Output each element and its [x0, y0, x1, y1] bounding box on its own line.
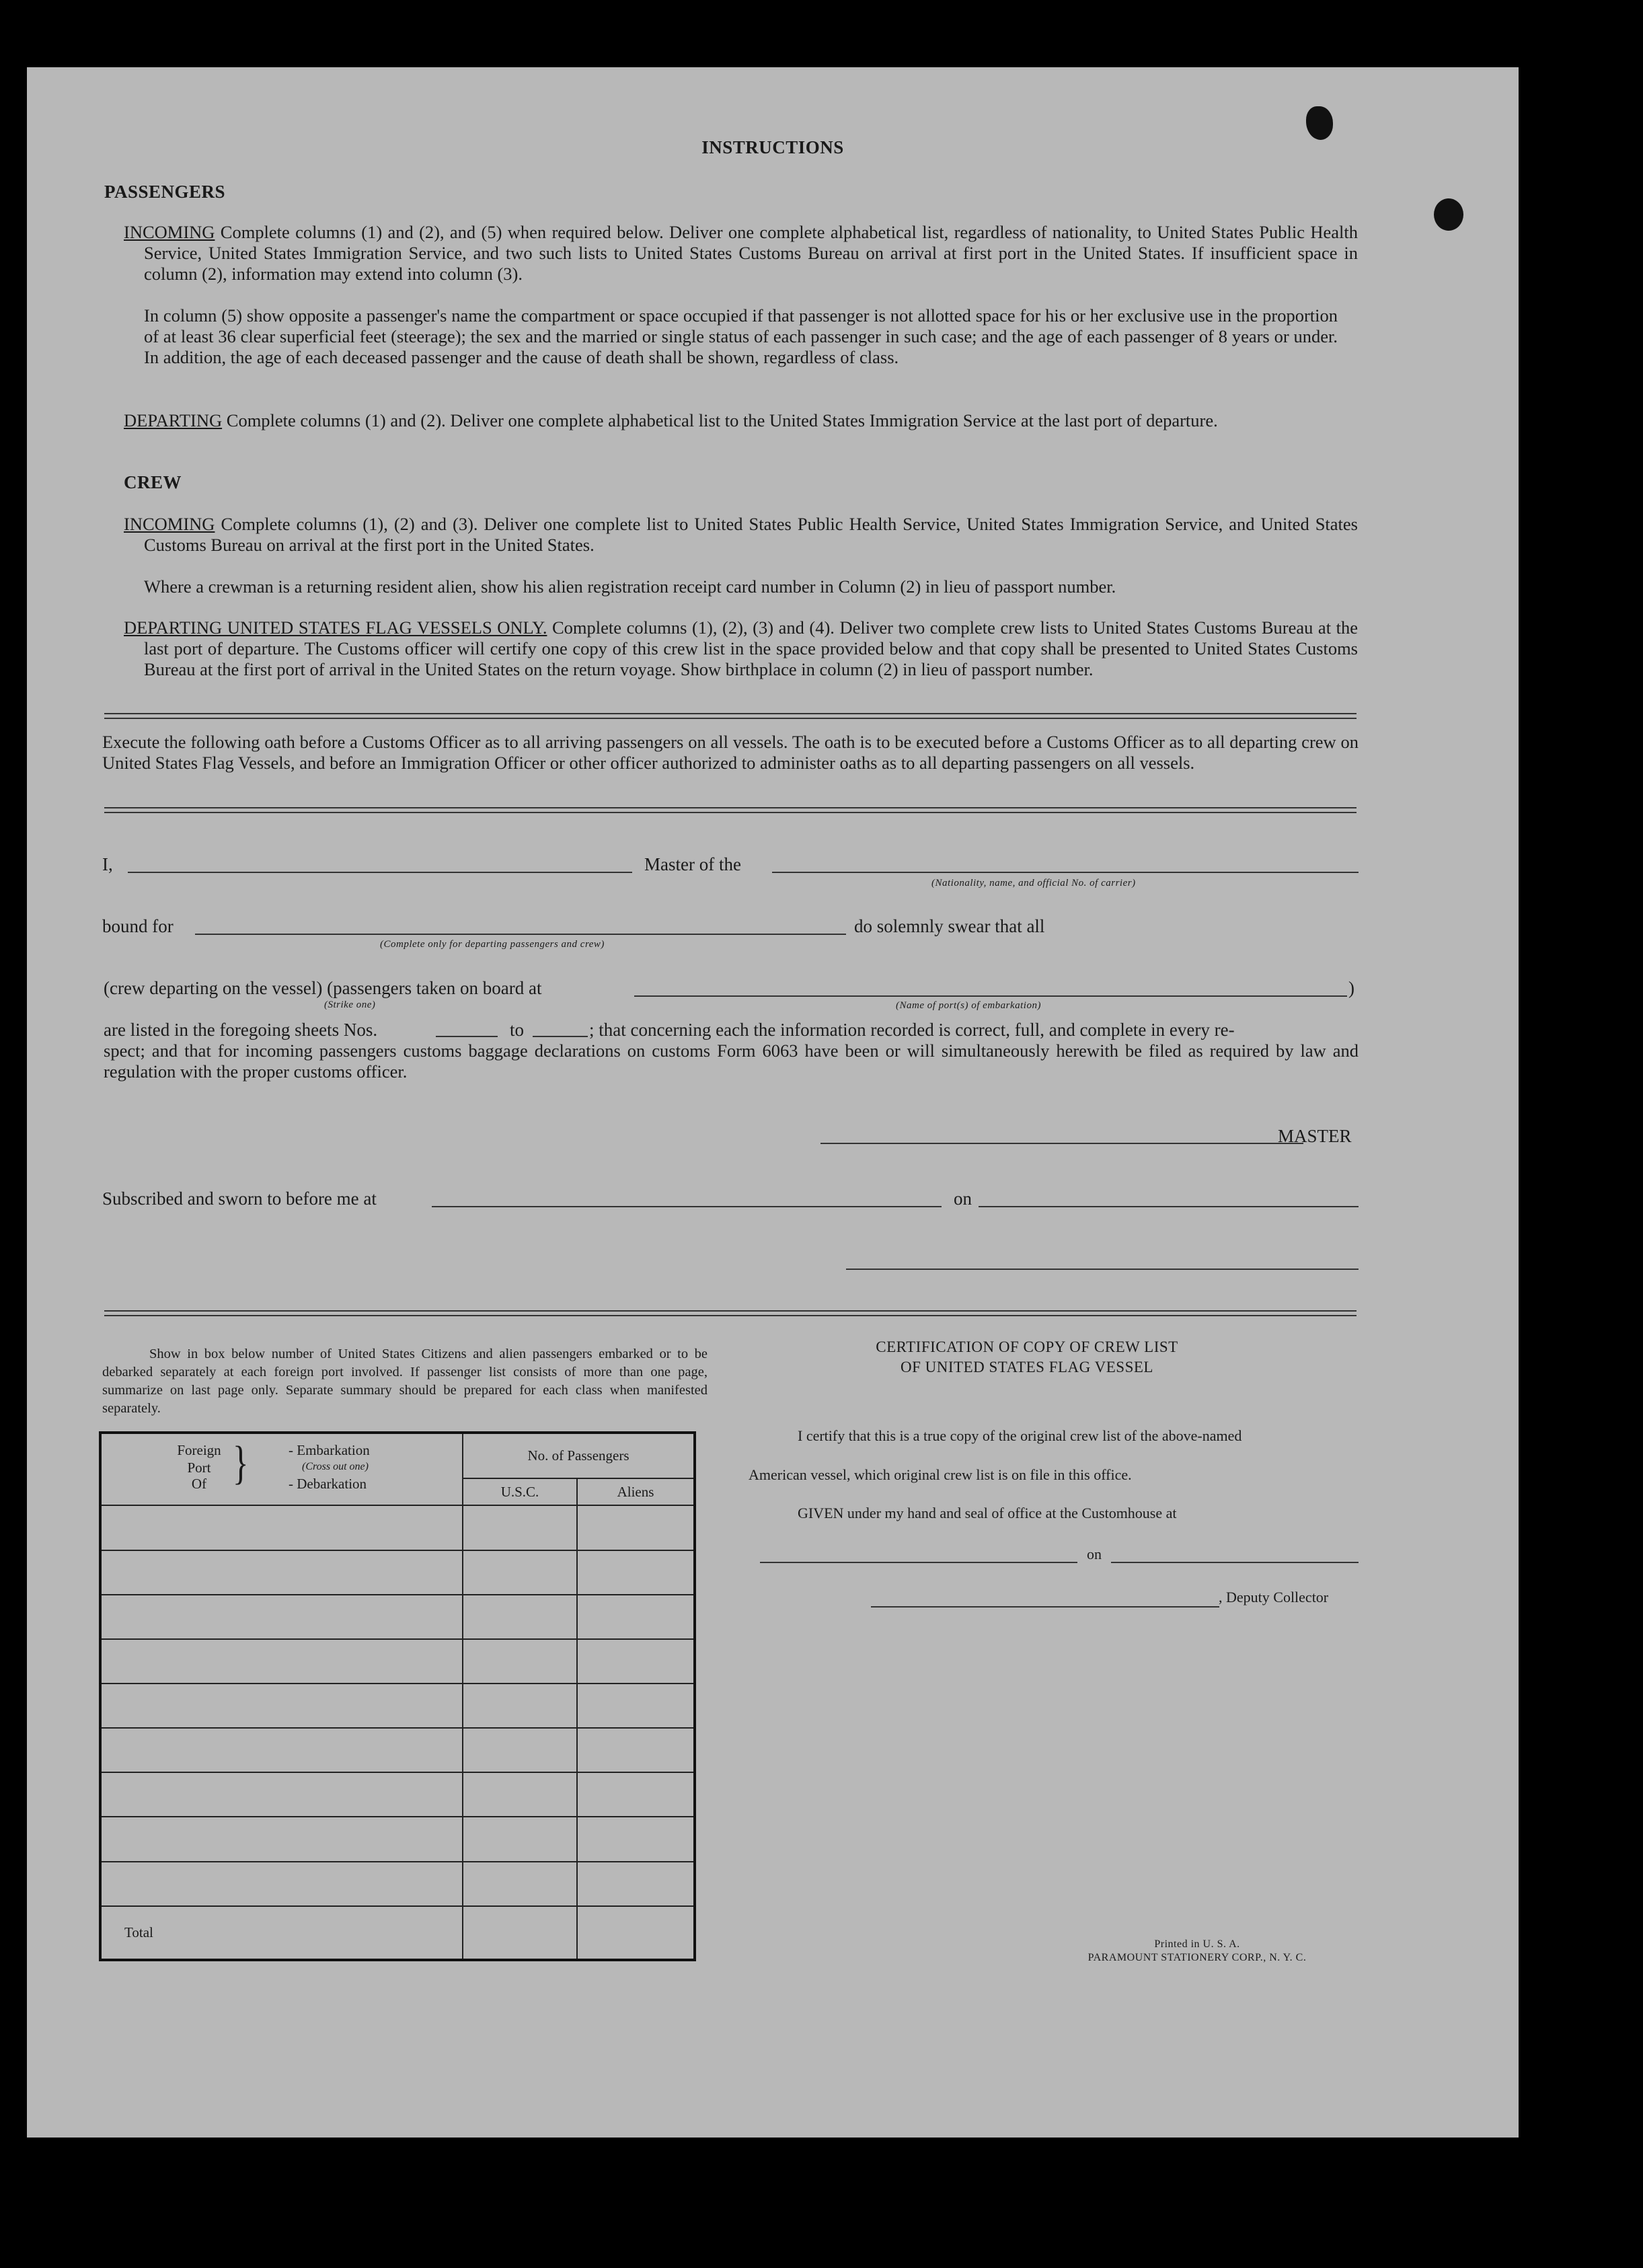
master-signature-line[interactable]	[820, 1143, 1303, 1144]
strike-caption: (Strike one)	[324, 999, 376, 1010]
aliens-cell[interactable]	[577, 1639, 695, 1684]
port-cell[interactable]	[100, 1728, 463, 1772]
carrier-caption: (Nationality, name, and official No. of carrier)	[931, 878, 1136, 889]
divider-3	[104, 1310, 1357, 1316]
passengers-departing-label: DEPARTING	[124, 410, 223, 430]
usc-cell[interactable]	[463, 1639, 577, 1684]
aliens-cell[interactable]	[577, 1817, 695, 1861]
usc-cell[interactable]	[463, 1505, 577, 1550]
carrier-line[interactable]	[772, 872, 1359, 873]
port-cell[interactable]	[100, 1772, 463, 1817]
close-paren: )	[1348, 978, 1354, 998]
divider-1	[104, 713, 1357, 719]
crew-incoming-paragraph	[124, 514, 1358, 556]
deputy-collector-label: , Deputy Collector	[1219, 1589, 1329, 1605]
sworn-place-line[interactable]	[432, 1206, 942, 1207]
punch-hole	[1434, 198, 1463, 231]
crew-heading: CREW	[124, 472, 182, 492]
summary-table	[99, 1431, 696, 1961]
embarkation-label: - Embarkation	[289, 1442, 370, 1458]
usc-cell[interactable]	[463, 1728, 577, 1772]
debarkation-label: - Debarkation	[289, 1476, 367, 1492]
aliens-cell[interactable]	[577, 1728, 695, 1772]
aliens-cell[interactable]	[577, 1684, 695, 1728]
customhouse-line[interactable]	[760, 1562, 1077, 1563]
american-vessel-text: American vessel, which original crew list is on file in this office.	[749, 1466, 1132, 1483]
sheets-from-line[interactable]	[436, 1036, 498, 1037]
crew-departing-label: DEPARTING UNITED STATES FLAG VESSELS ONLY.	[124, 617, 547, 638]
form-sheet	[27, 67, 1519, 2138]
crew-passengers-label: (crew departing on the vessel) (passengers taken on board at	[104, 978, 542, 998]
port-caption: (Name of port(s) of embarkation)	[896, 1000, 1041, 1011]
usc-total-cell[interactable]	[463, 1906, 577, 1960]
listed-to: to	[510, 1020, 525, 1040]
listed-rest: spect; and that for incoming passengers customs baggage declarations on customs Form 6063 have been or will simultaneously herewith be filed as required by law and regulation with the proper customs officer.	[104, 1041, 1359, 1082]
crew-incoming-text: Complete columns (1), (2) and (3). Deliver one complete list to United States Public Health Service, United States Immigration Service, and United States Customs Bureau on arrival at the first port in the United States.	[144, 514, 1358, 555]
aliens-cell[interactable]	[577, 1505, 695, 1550]
bound-for-line[interactable]	[195, 934, 846, 935]
certify-text: I certify that this is a true copy of the original crew list of the above-named	[798, 1427, 1242, 1444]
total-label: Total	[124, 1924, 153, 1940]
cross-out-label: (Cross out one)	[302, 1461, 369, 1472]
passengers-incoming-paragraph	[124, 222, 1358, 285]
divider-2	[104, 807, 1357, 813]
given-text: GIVEN under my hand and seal of office at the Customhouse at	[798, 1505, 1177, 1521]
officer-signature-line[interactable]	[846, 1269, 1359, 1270]
port-cell[interactable]	[100, 1639, 463, 1684]
oath-i-label: I,	[102, 854, 113, 874]
aliens-cell[interactable]	[577, 1595, 695, 1639]
summary-instructions: Show in box below number of United States Citizens and alien passengers embarked or to be debarked separately at each foreign port involved. If passenger list consists of more than one page, summarize on last page only. Separate summary should be prepared for each class when manifested separately.	[102, 1347, 708, 1416]
swear-label: do solemnly swear that all	[854, 916, 1045, 936]
usc-cell[interactable]	[463, 1595, 577, 1639]
certification-title-2: OF UNITED STATES FLAG VESSEL	[901, 1359, 1153, 1375]
total-label-cell	[100, 1906, 463, 1960]
oath-instruction: Execute the following oath before a Customs Officer as to all arriving passengers on all vessels. The oath is to be executed before a Customs Officer as to all departing crew on United States Flag Vessels, and before an Immigration Officer or other officer authorized to administer oaths as to all departing passengers on all vessels.	[102, 732, 1359, 773]
crew-alien-paragraph: Where a crewman is a returning resident alien, show his alien registration receipt card number in Column (2) in lieu of passport number.	[144, 576, 1116, 597]
cert-date-line[interactable]	[1111, 1562, 1359, 1563]
sworn-date-line[interactable]	[979, 1206, 1359, 1207]
foreign-label: Foreign	[177, 1442, 221, 1458]
port-label: Port	[187, 1460, 211, 1476]
subscribed-label: Subscribed and sworn to before me at	[102, 1188, 377, 1209]
of-label: Of	[191, 1476, 207, 1492]
brace-icon: }	[233, 1437, 249, 1489]
port-cell[interactable]	[100, 1684, 463, 1728]
crew-departing-paragraph	[124, 617, 1358, 680]
bound-for-label: bound for	[102, 916, 174, 936]
aliens-cell[interactable]	[577, 1862, 695, 1906]
aliens-cell[interactable]	[577, 1772, 695, 1817]
usc-cell[interactable]	[463, 1550, 577, 1595]
port-header-cell	[100, 1433, 463, 1505]
port-cell[interactable]	[100, 1505, 463, 1550]
usc-cell[interactable]	[463, 1684, 577, 1728]
master-label: MASTER	[1278, 1126, 1352, 1146]
passengers-heading: PASSENGERS	[104, 182, 226, 202]
port-cell[interactable]	[100, 1817, 463, 1861]
certification-title-1: CERTIFICATION OF COPY OF CREW LIST	[876, 1338, 1178, 1355]
printed-in-usa: Printed in U. S. A.	[1154, 1938, 1240, 1950]
crew-incoming-label: INCOMING	[124, 514, 215, 534]
embarkation-port-line[interactable]	[634, 995, 1347, 997]
usc-header: U.S.C.	[463, 1478, 577, 1505]
usc-cell[interactable]	[463, 1862, 577, 1906]
sworn-on-label: on	[954, 1188, 972, 1209]
sheets-to-line[interactable]	[533, 1036, 588, 1037]
deputy-signature-line[interactable]	[871, 1606, 1219, 1608]
bound-caption: (Complete only for departing passengers and crew)	[380, 939, 605, 950]
listed-part-a: are listed in the foregoing sheets Nos.	[104, 1020, 378, 1040]
listed-part-b: ; that concerning each the information recorded is correct, full, and complete in every re-	[589, 1020, 1235, 1040]
cert-on-label: on	[1087, 1546, 1102, 1562]
page-title: INSTRUCTIONS	[701, 137, 844, 157]
aliens-total-cell[interactable]	[577, 1906, 695, 1960]
printer-name: PARAMOUNT STATIONERY CORP., N. Y. C.	[1087, 1952, 1307, 1963]
port-cell[interactable]	[100, 1862, 463, 1906]
ink-blot-top	[1306, 106, 1333, 140]
passengers-departing-paragraph	[124, 410, 1358, 431]
no-passengers-header: No. of Passengers	[463, 1433, 695, 1478]
usc-cell[interactable]	[463, 1772, 577, 1817]
passengers-incoming-label: INCOMING	[124, 222, 215, 242]
aliens-header: Aliens	[577, 1478, 695, 1505]
passengers-incoming-text: Complete columns (1) and (2), and (5) when required below. Deliver one complete alphabetical list, regardless of nationality, to United States Public Health Service, United States Immigration Service, and two such lists to United States Customs Bureau on arrival at first port in the United States. If insufficient space in column (2), information may extend into column (3).	[144, 222, 1358, 284]
master-of-the-label: Master of the	[644, 854, 741, 874]
crew-departing-text: Complete columns (1), (2), (3) and (4). Deliver two complete crew lists to United States Customs Bureau at the last port of departure. The Customs officer will certify one copy of this crew list in the space provided below and that copy shall be presented to United States Customs Bureau at the first port of arrival in the United States on the return voyage. Show birthplace in column (2) in lieu of passport number.	[144, 617, 1358, 679]
port-cell[interactable]	[100, 1595, 463, 1639]
port-cell[interactable]	[100, 1550, 463, 1595]
master-name-line[interactable]	[128, 872, 632, 873]
column5-paragraph: In column (5) show opposite a passenger's name the compartment or space occupied if that passenger is not allotted space for his or her exclusive use in the proportion of at least 36 clear superficial feet (steerage); the sex and the married or single status of each passenger in such case; and the age of each passenger of 8 years or under. In addition, the age of each deceased passenger and the cause of death shall be shown, regardless of class.	[144, 305, 1338, 367]
passengers-departing-text: Complete columns (1) and (2). Deliver one complete alphabetical list to the United States Immigration Service at the last port of departure.	[222, 410, 1218, 430]
usc-cell[interactable]	[463, 1817, 577, 1861]
aliens-cell[interactable]	[577, 1550, 695, 1595]
